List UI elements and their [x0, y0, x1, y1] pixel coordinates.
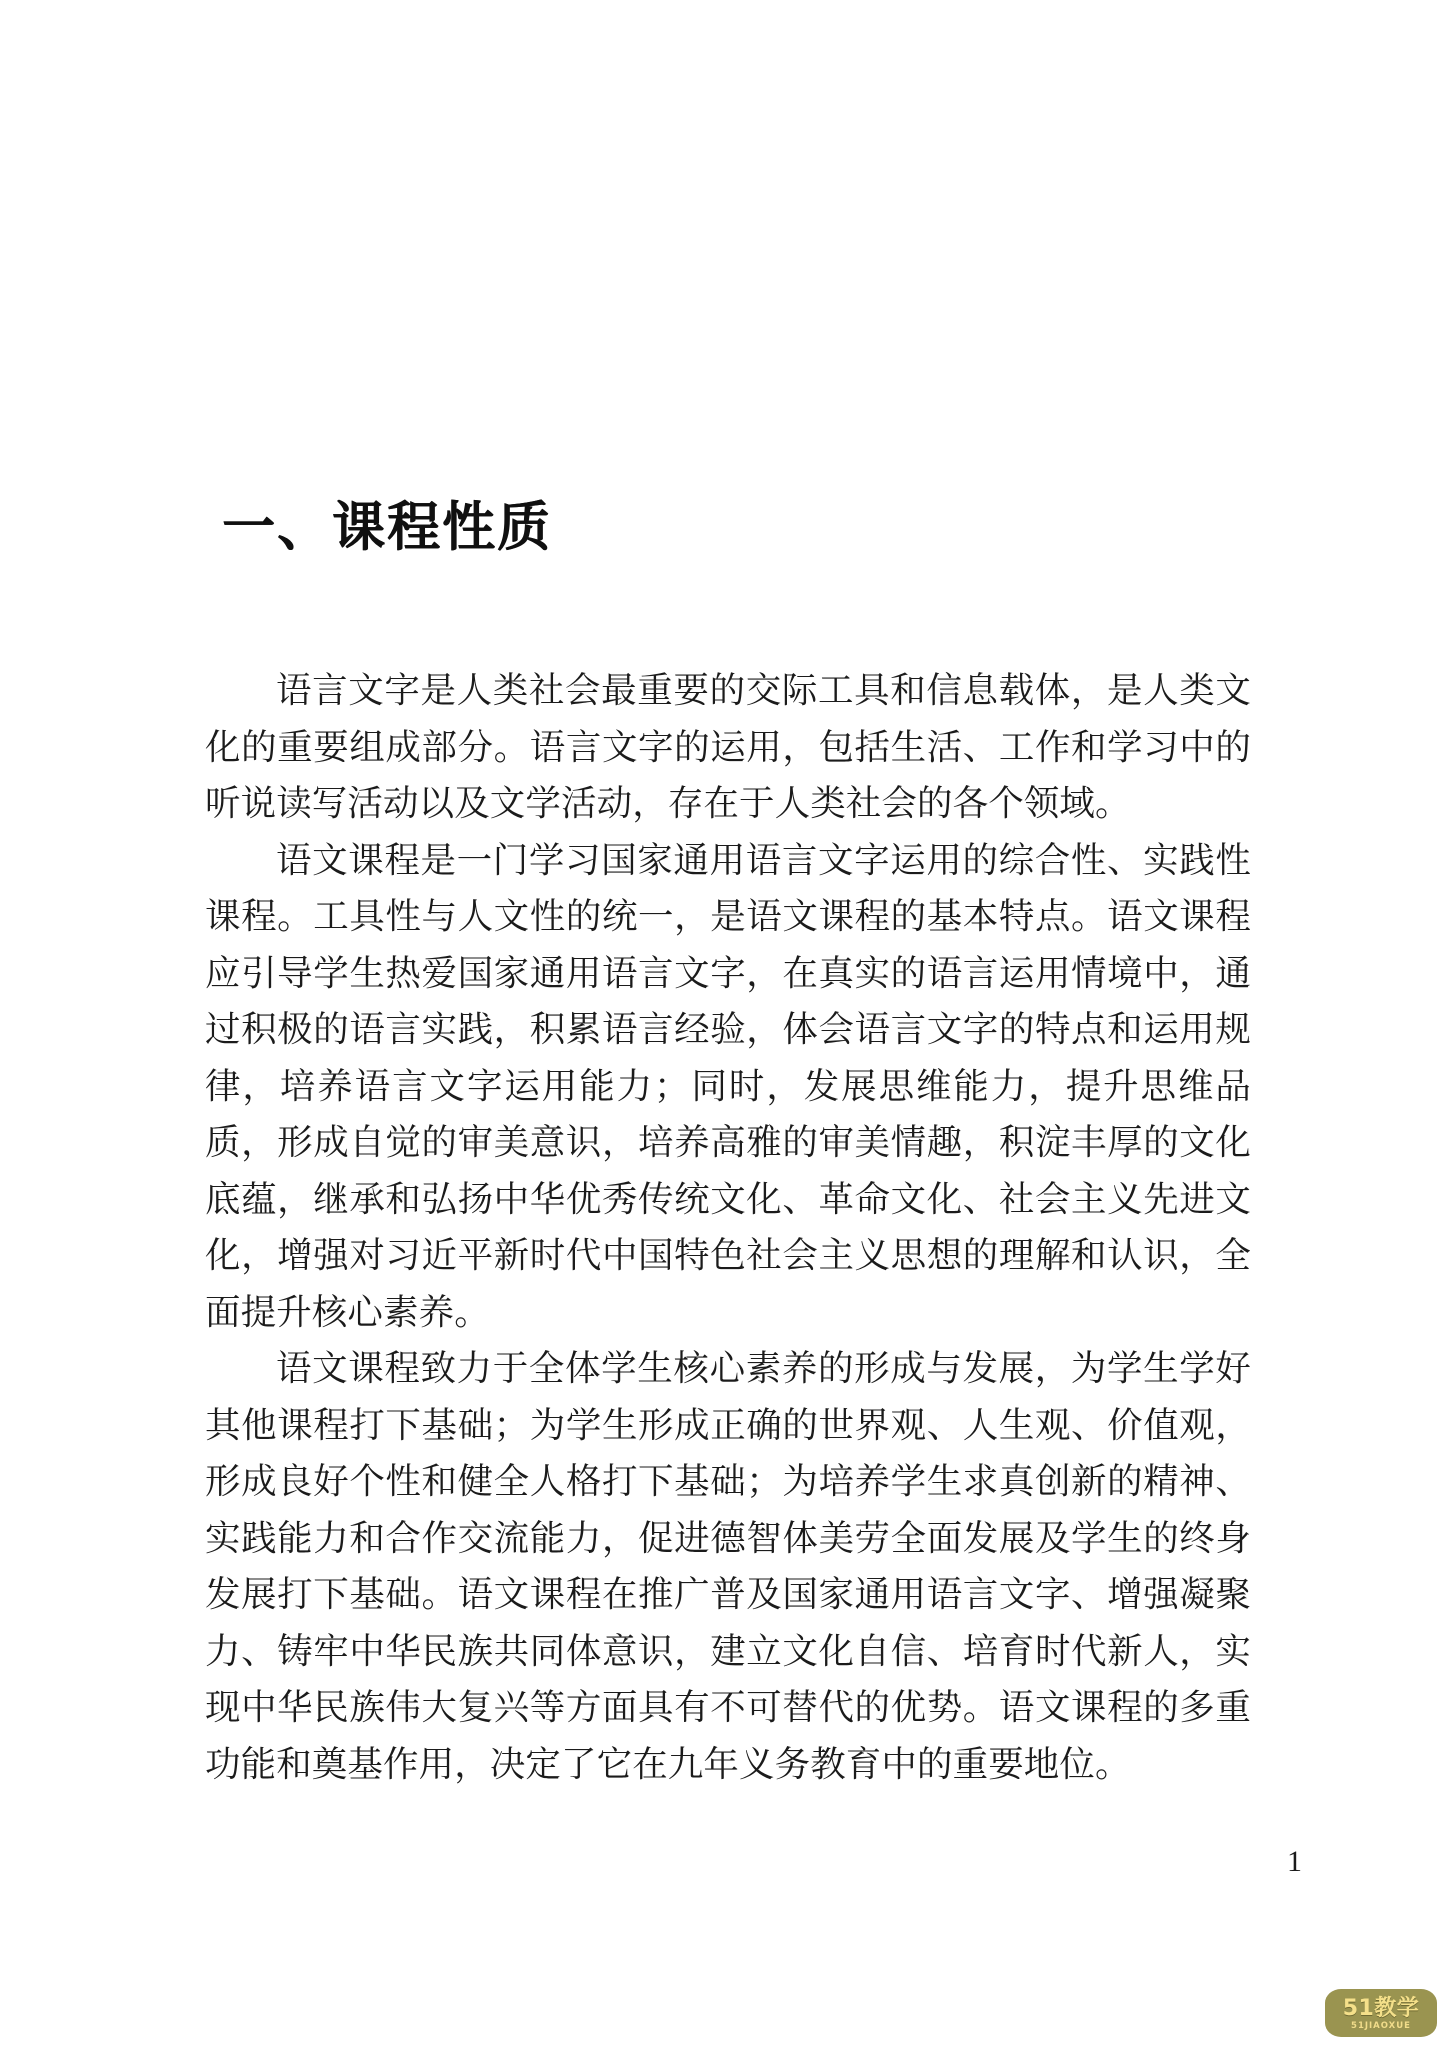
- page-number: 1: [1287, 1845, 1302, 1878]
- paragraph-1: 语言文字是人类社会最重要的交际工具和信息载体，是人类文化的重要组成部分。语言文字的运用，包括生活、工作和学习中的听说读写活动以及文学活动，存在于人类社会的各个领域。: [205, 670, 1251, 823]
- watermark-badge: [1325, 1989, 1437, 2037]
- page-title: 一、课程性质: [222, 498, 552, 557]
- paragraph-3: 语文课程致力于全体学生核心素养的形成与发展，为学生学好其他课程打下基础；为学生形成正确的世界观、人生观、价值观，形成良好个性和健全人格打下基础；为培养学生求真创新的精神、实践能力和合作交流能力，促进德智体美劳全面发展及学生的终身发展打下基础。语文课程在推广普及国家通用语言文字、增强凝聚力、铸牢中华民族共同体意识，建立文化自信、培育时代新人，实现中华民族伟大复兴等方面具有不可替代的优势。语文课程的多重功能和奠基作用，决定了它在九年义务教育中的重要地位。: [205, 1348, 1251, 1784]
- watermark-sub-text: 51JIAOXUE: [1351, 2020, 1411, 2031]
- watermark-main-text: 51教学: [1342, 1995, 1420, 2021]
- watermark-logo: [1325, 1989, 1443, 2041]
- body-text-block: [205, 662, 1251, 1792]
- paragraph-2: 语文课程是一门学习国家通用语言文字运用的综合性、实践性课程。工具性与人文性的统一，是语文课程的基本特点。语文课程应引导学生热爱国家通用语言文字，在真实的语言运用情境中，通过积极的语言实践，积累语言经验，体会语言文字的特点和运用规律，培养语言文字运用能力；同时，发展思维能力，提升思维品质，形成自觉的审美意识，培养高雅的审美情趣，积淀丰厚的文化底蕴，继承和弘扬中华优秀传统文化、革命文化、社会主义先进文化，增强对习近平新时代中国特色社会主义思想的理解和认识，全面提升核心素养。: [205, 839, 1251, 1332]
